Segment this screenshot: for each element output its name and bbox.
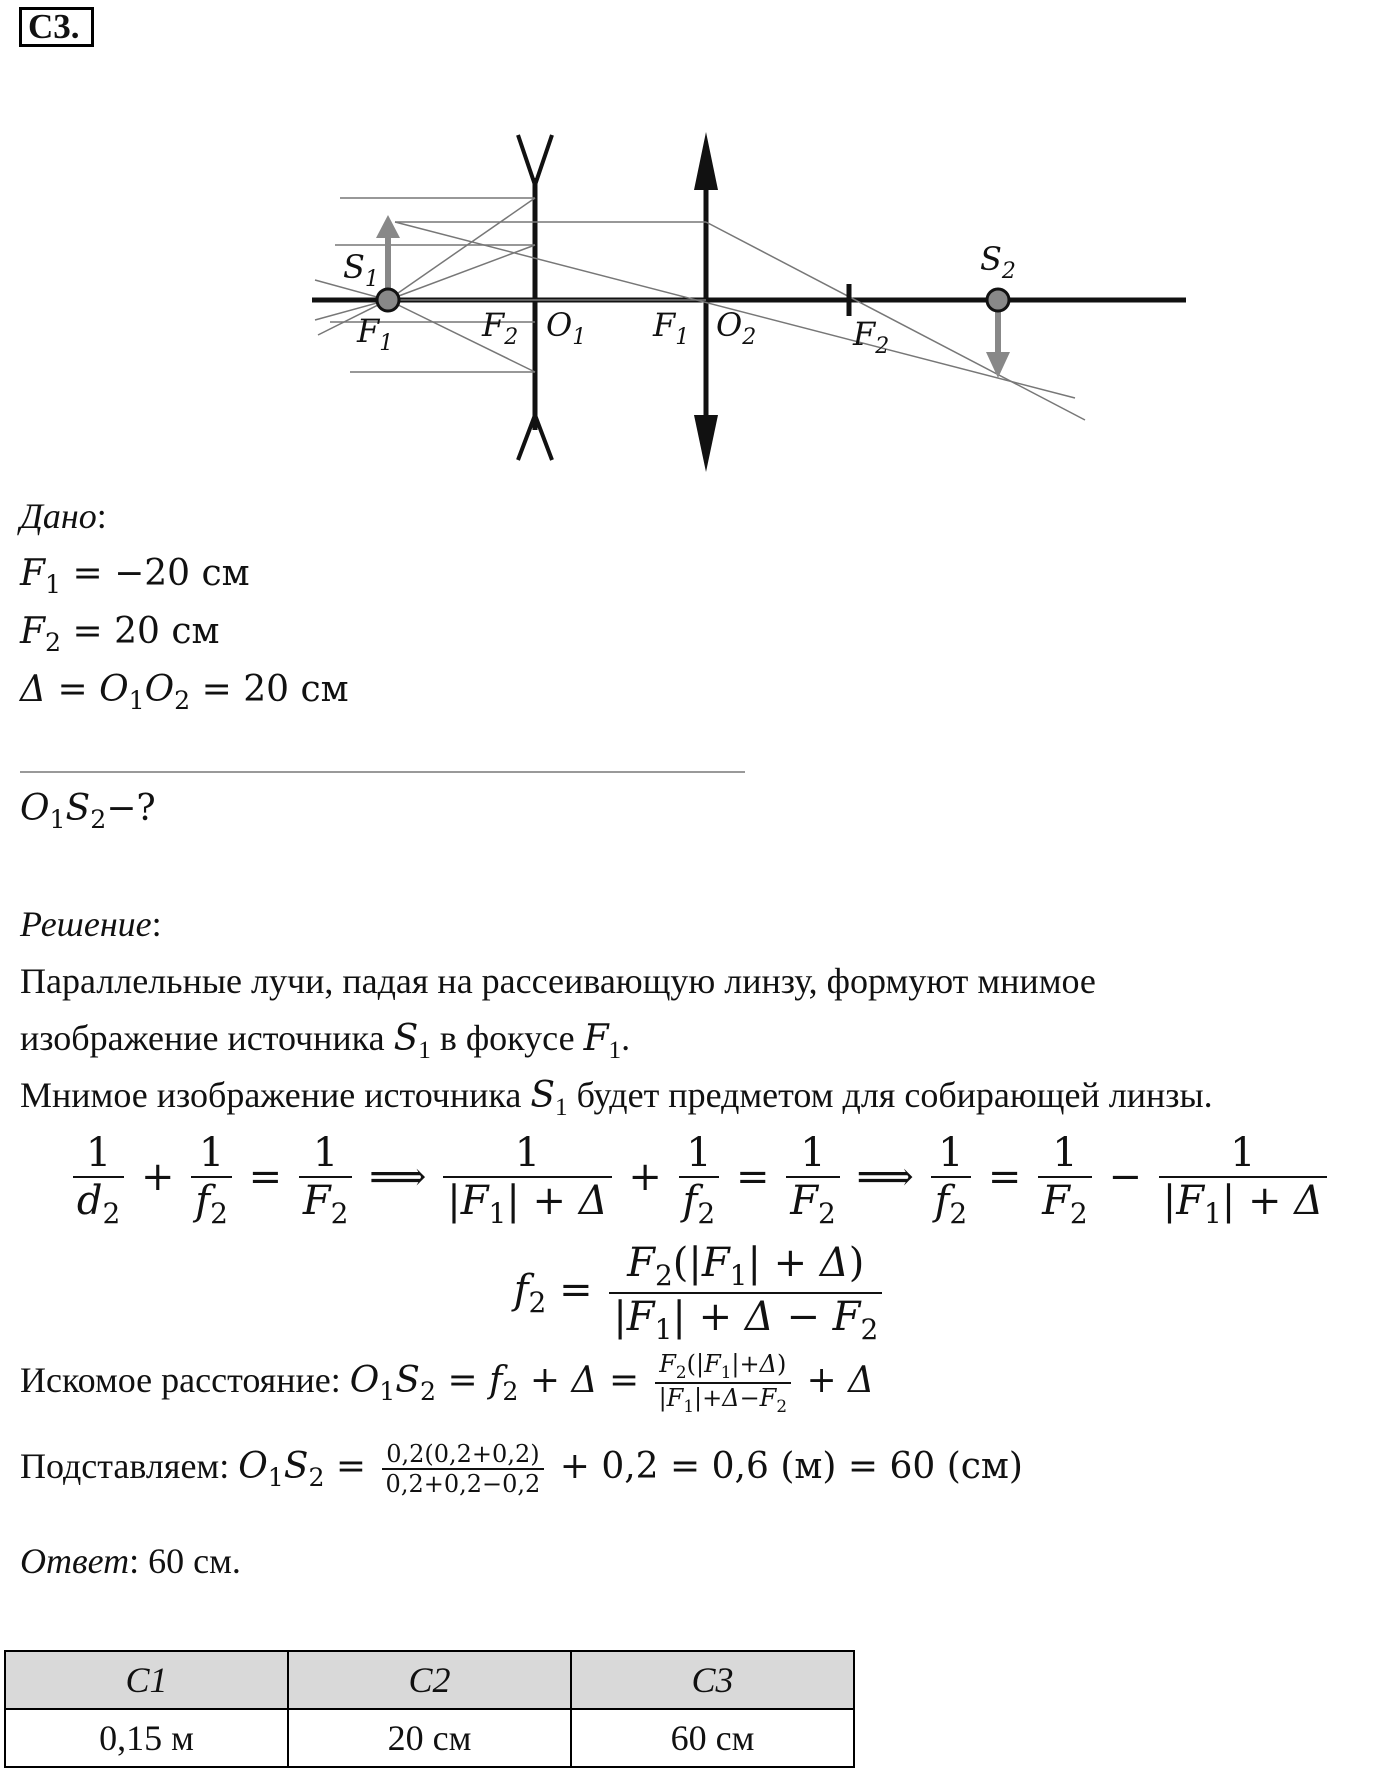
solution-heading: Решение: xyxy=(20,904,162,944)
label-f1-mid: $F_1$ xyxy=(653,306,690,350)
table-header-row xyxy=(5,1651,854,1709)
problem-label: С3. xyxy=(19,7,94,47)
given-f2: $F_2 = 20$ см xyxy=(20,611,220,658)
label-s2: $S_2$ xyxy=(980,240,1016,284)
label-o1: $O_1$ xyxy=(546,306,587,350)
s2-point xyxy=(987,289,1009,311)
label-f2-right: $F_2$ xyxy=(853,315,890,359)
optics-diagram xyxy=(0,0,1400,480)
label-s1: $S_1$ xyxy=(343,248,379,292)
table-row xyxy=(5,1709,854,1767)
label-o2: $O_2$ xyxy=(716,306,757,350)
answer-line: Ответ: 60 см. xyxy=(20,1541,241,1581)
table-header-cell: С3 xyxy=(571,1651,854,1709)
label-f2-left: $F_2$ xyxy=(482,306,519,350)
table-cell: 60 см xyxy=(571,1709,854,1767)
given-separator xyxy=(20,771,745,773)
f2-expression: $f_2$ = $\frac{F_2(|F_1| + \Delta)}{|F_1| + \Delta - F_2}$ xyxy=(0,1240,1400,1346)
given-f1: $F_1 = -20$ см xyxy=(20,553,250,600)
given-heading: Дано: xyxy=(20,496,107,536)
f1-left-point xyxy=(377,289,399,311)
table-cell: 0,15 м xyxy=(5,1709,288,1767)
table-cell: 20 см xyxy=(288,1709,571,1767)
image-s2-arrow xyxy=(986,302,1010,378)
answers-table xyxy=(4,1650,855,1768)
light-rays xyxy=(315,198,1085,420)
label-f1-left: $F_1$ xyxy=(357,312,394,356)
solution-paragraph-1: Параллельные лучи, падая на рассеивающую линзу, формуют мнимое xyxy=(20,961,1096,1001)
given-delta: $\Delta = O_1O_2 = 20$ см xyxy=(20,669,349,716)
solution-paragraph-2: изображение источника $S_1$ в фокусе $F_1$. xyxy=(20,1018,631,1065)
source-s1-arrow xyxy=(376,215,400,298)
solution-paragraph-3: Мнимое изображение источника $S_1$ будет предметом для собирающей линзы. xyxy=(20,1075,1213,1122)
distance-formula-line: Искомое расстояние: $O_1S_2 = f_2 + \Delta$ = $\frac{F_2(|F_1|+\Delta)}{|F_1|+\Delta-F_2}$ + Δ xyxy=(20,1350,875,1416)
substitution-line: Подставляем: $O_1S_2$ = $\frac{0,2(0,2+0,2)}{0,2+0,2-0,2}$ + 0,2 = 0,6 (м) = 60 (см) xyxy=(20,1440,1023,1498)
find-question: $O_1S_2-$? xyxy=(20,788,156,835)
table-header-cell: С2 xyxy=(288,1651,571,1709)
table-header-cell: С1 xyxy=(5,1651,288,1709)
lens-equation-chain: $\frac{1}{d_2}$ + $\frac{1}{f_2}$ = $\frac{1}{F_2}$ ⟹ $\frac{1}{|F_1| + \Delta}$ + $\frac{1}{f_2}$ = $\frac{1}{F_2}$ ⟹ $\frac{1}{f_2}$ = $\frac{1}{F_2}$ − $\frac{1}{|F_1| + \Delta}$ xyxy=(0,1130,1400,1230)
